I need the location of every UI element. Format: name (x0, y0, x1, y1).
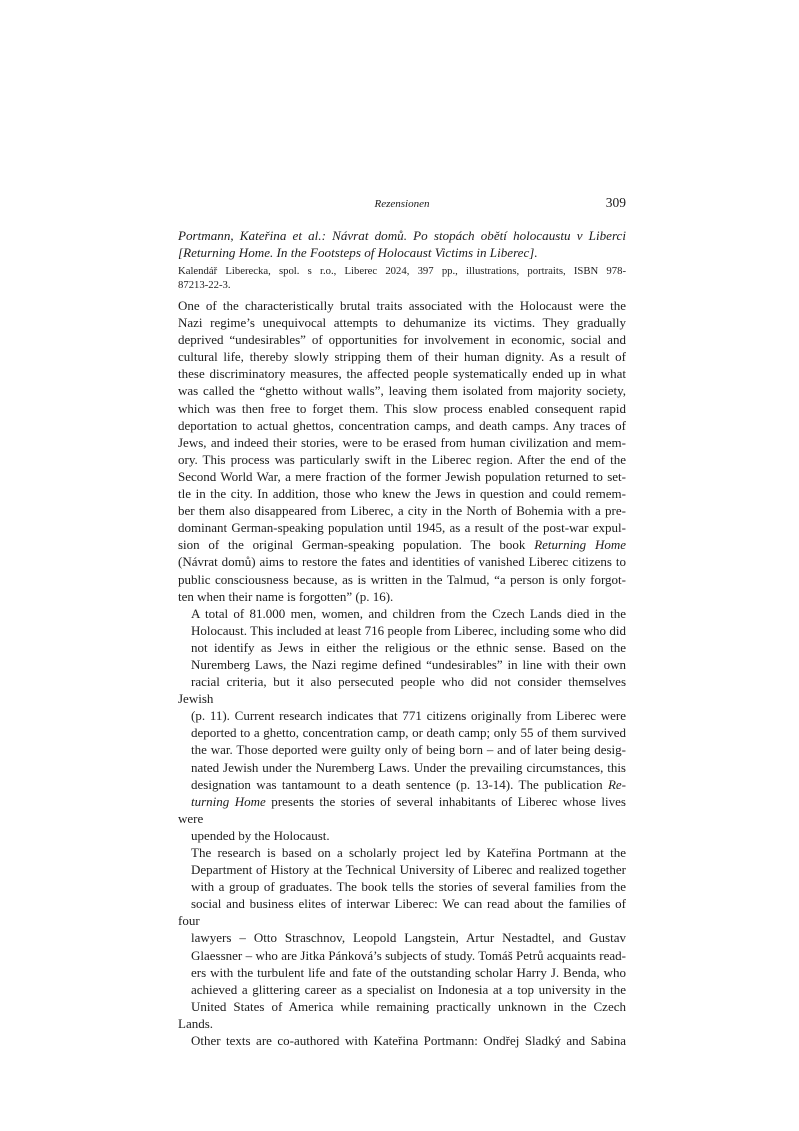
body-line: upended by the Holocaust. (191, 827, 330, 843)
body-line: tle in the city. In addition, those who knew the Jews in question and could remem- (178, 486, 626, 502)
body-line: cultural life, thereby slowly stripping them of their human dignity. As a result of (178, 349, 626, 365)
body-line: One of the characteristically brutal traits associated with the Holocaust were the (178, 298, 626, 313)
body-line: Department of History at the Technical University of Liberec and realized together (191, 862, 626, 878)
body-line: designation was tantamount to a death sentence (p. 13-14). The publication Re- (191, 776, 626, 792)
body-line: Glaessner – who are Jitka Pánková’s subjects of study. Tomáš Petrů acquaints read- (191, 947, 626, 963)
body-line: deportation to actual ghettos, concentration camps, and death camps. Any traces of (178, 417, 626, 433)
running-title: Rezensionen (374, 198, 430, 210)
body-line: Other texts are co-authored with Kateřina Portmann: Ondřej Sladký and Sabina (191, 1033, 626, 1049)
body-line: The research is based on a scholarly project led by Kateřina Portmann at the (191, 845, 626, 860)
body-line: the war. Those deported were guilty only of being born – and of later being desig- (191, 742, 626, 758)
body-line: (Návrat domů) aims to restore the fates and identities of vanished Liberec citizens to (178, 554, 626, 570)
body-line: ers with the turbulent life and fate of the outstanding scholar Harry J. Benda, who (191, 964, 626, 980)
body-line: turning Home presents the stories of several inhabitants of Liberec whose lives were (178, 793, 626, 826)
running-head (178, 196, 626, 212)
review-heading (178, 227, 626, 261)
body-line: Holocaust. This included at least 716 people from Liberec, including some who did (191, 622, 626, 638)
body-line: these discriminatory measures, the affected people systematically ended up in what (178, 366, 626, 382)
body-line: Nazi regime’s unequivocal attempts to dehumanize its victims. They gradually (178, 315, 626, 331)
biblio-line: Kalendář Liberecka, spol. s r.o., Liberec 2024, 397 pp., illustrations, portraits, ISBN 978- (178, 265, 626, 277)
body-line: which was then free to forget them. This slow process enabled consequent rapid (178, 400, 626, 416)
body-line: ory. This process was particularly swift in the Liberec region. After the end of the (178, 451, 626, 467)
body-line: nated Jewish under the Nuremberg Laws. Under the prevailing circumstances, this (191, 759, 626, 775)
body-line: United States of America while remaining practically unknown in the Czech Lands. (178, 998, 626, 1031)
body-line: with a group of graduates. The book tells the stories of several families from the (191, 879, 626, 895)
page-number: 309 (605, 195, 626, 210)
review-body (178, 297, 626, 1049)
body-line: dominant German-speaking population until 1945, as a result of the post-war expul- (178, 520, 626, 536)
body-line: deported to a ghetto, concentration camp, or death camp; only 55 of them survived (191, 725, 626, 741)
body-line: Nuremberg Laws, the Nazi regime defined “undesirables” in line with their own (191, 656, 626, 672)
body-line: public consciousness because, as is written in the Talmud, “a person is only forgot- (178, 571, 626, 587)
body-line: not identify as Jews in either the religious or the ethnic sense. Based on the (191, 639, 626, 655)
body-line: Jews, and indeed their stories, were to be erased from human civilization and mem- (178, 434, 626, 450)
body-line: ber them also disappeared from Liberec, a city in the North of Bohemia with a pre- (178, 503, 626, 519)
body-paragraph (178, 844, 626, 1049)
body-line: achieved a glittering career as a specialist on Indonesia at a top university in the (191, 981, 626, 997)
body-line: Second World War, a mere fraction of the former Jewish population returned to set- (178, 468, 626, 484)
body-line: A total of 81.000 men, women, and children from the Czech Lands died in the (191, 605, 626, 621)
body-line: ten when their name is forgotten” (p. 16). (178, 588, 394, 604)
body-line: deprived “undesirables” of opportunities for involvement in economic, social and (178, 332, 626, 348)
biblio-line: 87213-22-3. (178, 279, 231, 291)
body-paragraph (178, 297, 626, 605)
body-line: was called the “ghetto without walls”, leaving them isolated from majority society, (178, 383, 626, 399)
body-paragraph (178, 605, 626, 844)
review-heading-line: [Returning Home. In the Footsteps of Holocaust Victims in Liberec]. (178, 245, 538, 260)
journal-page (178, 0, 626, 1131)
review-heading-line: Portmann, Kateřina et al.: Návrat domů. Po stopách obětí holocaustu v Liberci (178, 228, 626, 243)
body-line: sion of the original German-speaking population. The book Returning Home (178, 537, 626, 553)
body-line: lawyers – Otto Straschnov, Leopold Langstein, Artur Nestadtel, and Gustav (191, 930, 626, 946)
bibliographic-details (178, 264, 626, 292)
body-line: racial criteria, but it also persecuted people who did not consider themselves Jewish (178, 674, 626, 707)
body-line: social and business elites of interwar Liberec: We can read about the families of four (178, 896, 626, 929)
body-line: (p. 11). Current research indicates that 771 citizens originally from Liberec were (191, 708, 626, 724)
